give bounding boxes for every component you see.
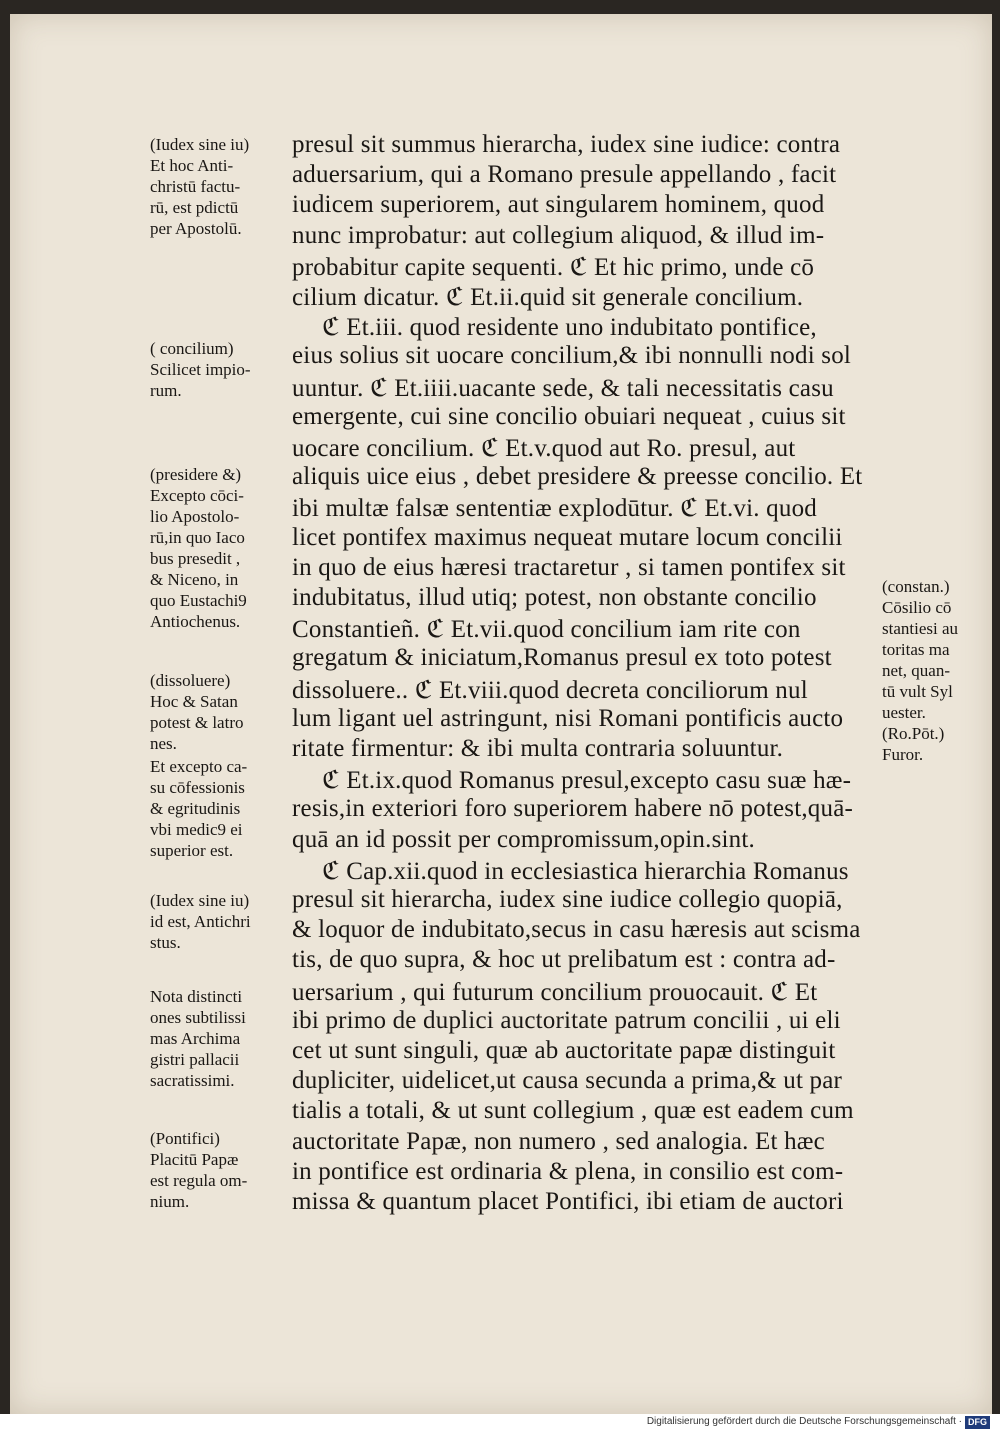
text-line: resis,in exteriori foro superiorem habere nō potest,quā-: [292, 795, 854, 823]
text-line: dupliciter, uidelicet,ut causa secunda a prima,& ut par: [292, 1067, 843, 1095]
text-line: tialis a totali, & ut sunt collegium , quæ est eadem cum: [292, 1097, 854, 1125]
text-line: tis, de quo supra, & hoc ut prelibatum est : contra ad-: [292, 946, 836, 974]
book-page: [10, 14, 992, 1414]
text-line: eius solius sit uocare concilium,& ibi nonnulli nodi sol: [292, 342, 852, 370]
text-line: quā an id possit per compromissum,opin.sint.: [292, 825, 755, 853]
dfg-logo: DFG: [965, 1416, 990, 1429]
text-line: indubitatus, illud utiq; potest, non obstante concilio: [292, 584, 817, 611]
text-line: uersarium , qui futurum concilium prouocauit. ℭ Et: [292, 978, 818, 1006]
text-line: Constantieñ. ℭ Et.vii.quod concilium iam rite con: [292, 616, 801, 644]
text-line: iudicem superiorem, aut singularem hominem, quod: [292, 191, 825, 219]
text-line: gregatum & iniciatum,Romanus presul ex toto potest: [292, 644, 832, 672]
text-line: ibi multæ falsæ sententiæ explodūtur. ℭ Et.vi. quod: [292, 495, 817, 523]
left-gloss-2: ( concilium) Scilicet impio- rum.: [150, 339, 251, 400]
left-gloss-8: (Pontifici) Placitū Papæ est regula om- nium.: [150, 1129, 248, 1211]
left-gloss-6: (Iudex sine iu) id est, Antichri stus.: [150, 891, 251, 952]
left-gloss-7: Nota distincti ones subtilissi mas Archima gistri pallacii sacratissimi.: [150, 987, 246, 1090]
text-line: ℭ Et.ix.quod Romanus presul,excepto casu suæ hæ-: [322, 767, 852, 795]
text-line: emergente, cui sine concilio obuiari nequeat , cuius sit: [292, 402, 846, 430]
right-gloss: (constan.) Cōsilio cō stantiesi au toritas ma net, quan- tū vult Syl uester. (Ro.Pōt.) Furor.: [882, 577, 959, 764]
footer-credit: Digitalisierung gefördert durch die Deutsche Forschungsgemeinschaft ·: [646, 1416, 962, 1427]
text-line: ibi primo de duplici auctoritate patrum concilii , ui eli: [292, 1006, 841, 1034]
text-line: uocare concilium. ℭ Et.v.quod aut Ro. presul, aut: [292, 435, 796, 462]
text-line: dissoluere.. ℭ Et.viii.quod decreta conciliorum nul: [292, 676, 808, 704]
text-line: in pontifice est ordinaria & plena, in consilio est com-: [292, 1157, 844, 1185]
text-line: presul sit hierarcha, iudex sine iudice collegio quopiā,: [292, 886, 843, 913]
text-line: probabitur capite sequenti. ℭ Et hic primo, unde cō: [292, 253, 815, 281]
text-line: aduersarium, qui a Romano presule appellando , facit: [292, 161, 837, 189]
text-line: lum ligant uel astringunt, nisi Romani pontificis aucto: [292, 704, 844, 732]
text-line: ℭ Cap.xii.quod in ecclesiastica hierarchia Romanus: [322, 857, 849, 885]
left-gloss-3: (presidere &) Excepto cōci- lio Apostolo- rū,in quo Iaco bus presedit , & Niceno, in quo Eustachi9 Antiochenus.: [150, 465, 247, 631]
text-line: cilium dicatur. ℭ Et.ii.quid sit generale concilium.: [292, 284, 804, 311]
text-line: & loquor de indubitato,secus in casu hæresis aut scisma: [292, 916, 861, 944]
text-line: in quo de eius hæresi tractaretur , si tamen pontifex sit: [292, 553, 846, 581]
left-gloss-5: Et excepto ca- su cōfessionis & egritudinis vbi medic9 ei superior est.: [150, 757, 248, 860]
text-line: aliquis uice eius , debet presidere & preesse concilio. Et: [292, 463, 863, 491]
left-gloss-4: (dissoluere) Hoc & Satan potest & latro nes.: [150, 671, 244, 753]
left-gloss-1: (Iudex sine iu) Et hoc Anti- christū factu- rū, est pdictū per Apostolū.: [150, 135, 250, 238]
text-line: cet ut sunt singuli, quæ ab auctoritate papæ distinguit: [292, 1037, 836, 1064]
text-line: missa & quantum placet Pontifici, ibi etiam de auctori: [292, 1188, 844, 1215]
text-line: nunc improbatur: aut collegium aliquod, & illud im-: [292, 221, 825, 249]
text-line: licet pontifex maximus nequeat mutare locum concilii: [292, 523, 843, 551]
text-line: ritate firmentur: & ibi multa contraria soluuntur.: [292, 735, 784, 762]
text-line: auctoritate Papæ, non numero , sed analogia. Et hæc: [292, 1127, 825, 1155]
text-line: ℭ Et.iii. quod residente uno indubitato pontifice,: [322, 314, 817, 342]
text-line: presul sit summus hierarcha, iudex sine iudice: contra: [292, 131, 841, 158]
text-line: uuntur. ℭ Et.iiii.uacante sede, & tali necessitatis casu: [292, 374, 834, 402]
